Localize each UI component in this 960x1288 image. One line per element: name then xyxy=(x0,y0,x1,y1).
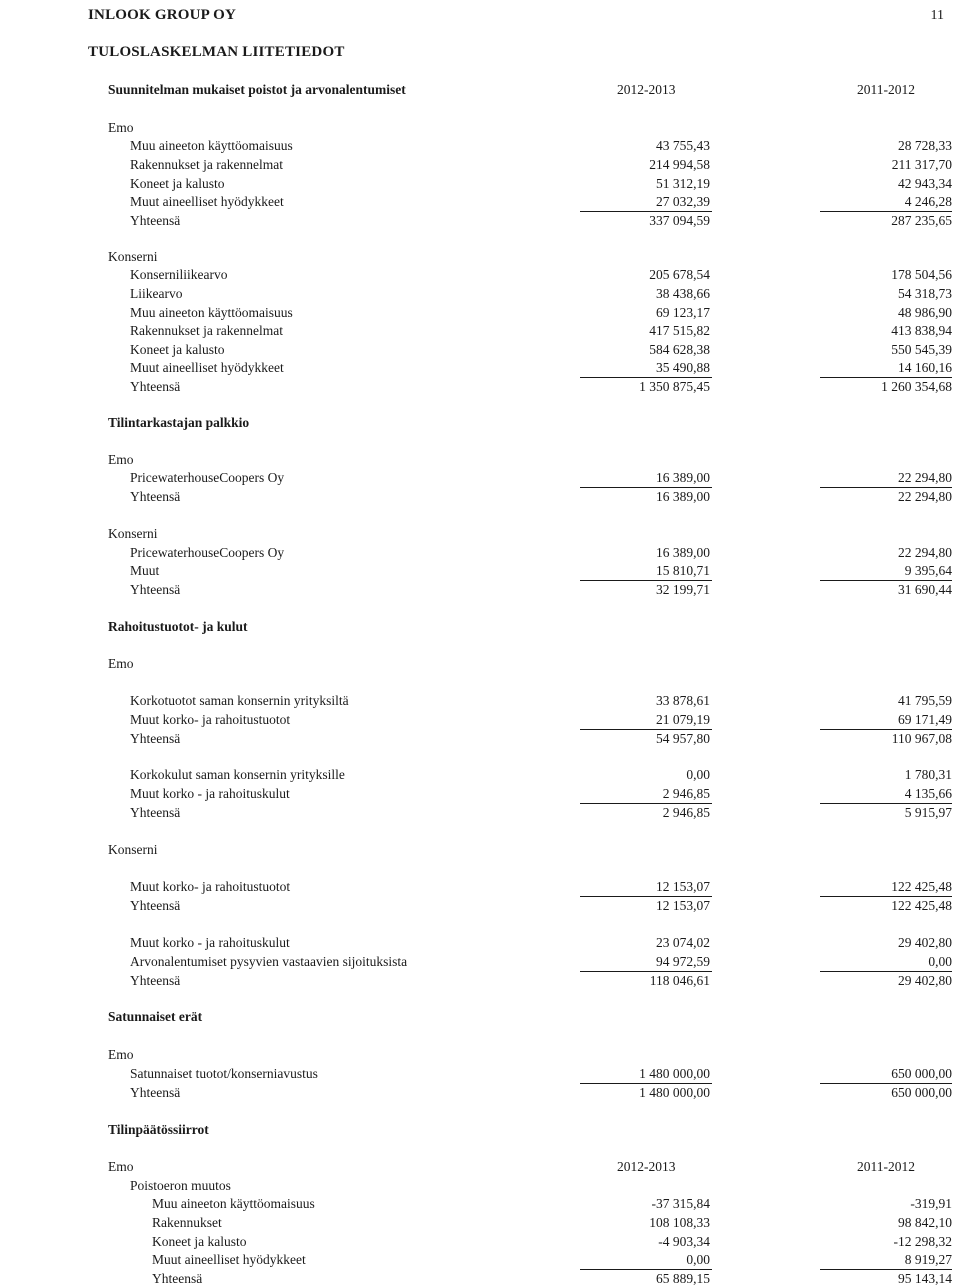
subtotal-rule xyxy=(820,580,952,581)
subtotal-rule xyxy=(820,211,952,212)
column-header-previous-year: 2011-2012 xyxy=(857,1159,915,1174)
row-label: Korkokulut saman konsernin yrityksille xyxy=(130,767,345,782)
subsection-label: Poistoeron muutos xyxy=(130,1178,231,1193)
row-label-total: Yhteensä xyxy=(130,898,181,913)
subtotal-rule xyxy=(820,729,952,730)
value-previous: 54 318,73 xyxy=(898,286,952,301)
value-previous: 0,00 xyxy=(928,954,952,969)
column-header-current-year: 2012-2013 xyxy=(617,82,676,97)
value-current: 16 389,00 xyxy=(656,489,710,504)
value-current: 417 515,82 xyxy=(649,323,710,338)
row-label-total: Yhteensä xyxy=(130,213,181,228)
row-label: Arvonalentumiset pysyvien vastaavien sijoituksista xyxy=(130,954,408,969)
entity-label-parent: Emo xyxy=(108,656,134,671)
value-current: 584 628,38 xyxy=(649,342,710,357)
subtotal-rule xyxy=(580,971,712,972)
row-label-total: Yhteensä xyxy=(130,973,181,988)
entity-label-parent: Emo xyxy=(108,120,134,135)
value-previous: 29 402,80 xyxy=(898,935,952,950)
subtotal-rule xyxy=(580,1269,712,1270)
row-label: Rakennukset ja rakennelmat xyxy=(130,323,283,338)
value-previous: 95 143,14 xyxy=(898,1271,952,1286)
row-label-total: Yhteensä xyxy=(152,1271,203,1286)
value-current: 65 889,15 xyxy=(656,1271,710,1286)
value-current: 12 153,07 xyxy=(656,879,710,894)
entity-label-parent: Emo xyxy=(108,1159,134,1174)
value-current: 33 878,61 xyxy=(656,693,710,708)
subtotal-rule xyxy=(580,580,712,581)
section-title-finance: Rahoitustuotot- ja kulut xyxy=(108,619,248,634)
value-current: 43 755,43 xyxy=(656,138,710,153)
row-label: PricewaterhouseCoopers Oy xyxy=(130,470,285,485)
row-label: Satunnaiset tuotot/konserniavustus xyxy=(130,1066,318,1081)
value-current: 337 094,59 xyxy=(649,213,710,228)
value-previous: 22 294,80 xyxy=(898,489,952,504)
section-title-depreciation: Suunnitelman mukaiset poistot ja arvonalentumiset xyxy=(108,82,406,97)
row-label-total: Yhteensä xyxy=(130,731,181,746)
company-name: INLOOK GROUP OY xyxy=(88,7,237,23)
value-current: 205 678,54 xyxy=(649,267,710,282)
row-label: Muut korko- ja rahoitustuotot xyxy=(130,712,291,727)
row-label: Muut korko- ja rahoitustuotot xyxy=(130,879,291,894)
subtotal-rule xyxy=(580,211,712,212)
entity-label-group: Konserni xyxy=(108,842,158,857)
value-previous: -319,91 xyxy=(910,1196,952,1211)
value-current: 214 994,58 xyxy=(649,157,710,172)
subtotal-rule xyxy=(820,803,952,804)
value-previous: 1 780,31 xyxy=(904,767,952,782)
row-label: Muut aineelliset hyödykkeet xyxy=(152,1252,306,1267)
column-header-previous-year: 2011-2012 xyxy=(857,82,915,97)
row-label-total: Yhteensä xyxy=(130,1085,181,1100)
row-label: Koneet ja kalusto xyxy=(130,176,225,191)
row-label-total: Yhteensä xyxy=(130,805,181,820)
row-label: Muu aineeton käyttöomaisuus xyxy=(130,138,293,153)
value-previous: 31 690,44 xyxy=(898,582,952,597)
value-previous: 28 728,33 xyxy=(898,138,952,153)
value-previous: 41 795,59 xyxy=(898,693,952,708)
section-title-audit: Tilintarkastajan palkkio xyxy=(108,415,250,430)
column-header-current-year: 2012-2013 xyxy=(617,1159,676,1174)
subtotal-rule xyxy=(580,487,712,488)
value-previous: 22 294,80 xyxy=(898,470,952,485)
value-current: 54 957,80 xyxy=(656,731,710,746)
entity-label-parent: Emo xyxy=(108,1047,134,1062)
row-label: Konserniliikearvo xyxy=(130,267,228,282)
row-label: Muut xyxy=(130,563,160,578)
value-previous: 178 504,56 xyxy=(891,267,952,282)
subtotal-rule xyxy=(580,377,712,378)
value-current: 108 108,33 xyxy=(649,1215,710,1230)
value-current: 2 946,85 xyxy=(662,786,710,801)
value-current: 51 312,19 xyxy=(656,176,710,191)
value-current: -37 315,84 xyxy=(651,1196,710,1211)
row-label: Muut korko - ja rahoituskulut xyxy=(130,935,290,950)
value-current: 38 438,66 xyxy=(656,286,710,301)
subtotal-rule xyxy=(820,971,952,972)
value-previous: 48 986,90 xyxy=(898,305,952,320)
value-previous: 4 246,28 xyxy=(904,194,952,209)
value-previous: 110 967,08 xyxy=(891,731,952,746)
value-previous: 4 135,66 xyxy=(904,786,952,801)
value-current: 35 490,88 xyxy=(656,360,710,375)
row-label: Muut korko - ja rahoituskulut xyxy=(130,786,290,801)
value-previous: 650 000,00 xyxy=(891,1066,952,1081)
value-previous: -12 298,32 xyxy=(893,1234,952,1249)
row-label: Koneet ja kalusto xyxy=(152,1234,247,1249)
value-current: 16 389,00 xyxy=(656,470,710,485)
row-label: Liikearvo xyxy=(130,286,183,301)
row-label: Rakennukset xyxy=(152,1215,222,1230)
value-previous: 122 425,48 xyxy=(891,879,952,894)
value-previous: 29 402,80 xyxy=(898,973,952,988)
row-label: Muu aineeton käyttöomaisuus xyxy=(152,1196,315,1211)
subtotal-rule xyxy=(820,1083,952,1084)
value-current: 23 074,02 xyxy=(656,935,710,950)
value-current: 0,00 xyxy=(686,767,710,782)
value-current: 27 032,39 xyxy=(656,194,710,209)
page-number: 11 xyxy=(930,8,944,23)
value-previous: 14 160,16 xyxy=(898,360,952,375)
row-label: Koneet ja kalusto xyxy=(130,342,225,357)
section-title-extraordinary: Satunnaiset erät xyxy=(108,1009,203,1024)
row-label: Korkotuotot saman konsernin yrityksiltä xyxy=(130,693,349,708)
value-current: 118 046,61 xyxy=(649,973,710,988)
value-previous: 650 000,00 xyxy=(891,1085,952,1100)
value-previous: 413 838,94 xyxy=(891,323,952,338)
value-current: 12 153,07 xyxy=(656,898,710,913)
page-title: TULOSLASKELMAN LIITETIEDOT xyxy=(88,44,345,60)
subtotal-rule xyxy=(820,487,952,488)
subtotal-rule xyxy=(580,803,712,804)
value-previous: 5 915,97 xyxy=(904,805,952,820)
value-previous: 550 545,39 xyxy=(891,342,952,357)
value-previous: 9 395,64 xyxy=(904,563,952,578)
value-current: 1 480 000,00 xyxy=(639,1066,710,1081)
row-label-total: Yhteensä xyxy=(130,379,181,394)
entity-label-group: Konserni xyxy=(108,526,158,541)
value-previous: 69 171,49 xyxy=(898,712,952,727)
subtotal-rule xyxy=(580,729,712,730)
row-label-total: Yhteensä xyxy=(130,489,181,504)
value-current: 69 123,17 xyxy=(656,305,710,320)
entity-label-group: Konserni xyxy=(108,249,158,264)
value-current: -4 903,34 xyxy=(658,1234,710,1249)
value-current: 1 480 000,00 xyxy=(639,1085,710,1100)
row-label: Rakennukset ja rakennelmat xyxy=(130,157,283,172)
subtotal-rule xyxy=(820,377,952,378)
value-current: 0,00 xyxy=(686,1252,710,1267)
value-current: 15 810,71 xyxy=(656,563,710,578)
value-current: 94 972,59 xyxy=(656,954,710,969)
value-previous: 8 919,27 xyxy=(904,1252,952,1267)
row-label: Muut aineelliset hyödykkeet xyxy=(130,360,284,375)
row-label: PricewaterhouseCoopers Oy xyxy=(130,545,285,560)
row-label: Muu aineeton käyttöomaisuus xyxy=(130,305,293,320)
value-current: 16 389,00 xyxy=(656,545,710,560)
subtotal-rule xyxy=(580,896,712,897)
subtotal-rule xyxy=(820,1269,952,1270)
value-previous: 98 842,10 xyxy=(898,1215,952,1230)
subtotal-rule xyxy=(580,1083,712,1084)
value-previous: 211 317,70 xyxy=(891,157,952,172)
value-current: 1 350 875,45 xyxy=(639,379,710,394)
value-previous: 22 294,80 xyxy=(898,545,952,560)
value-current: 32 199,71 xyxy=(656,582,710,597)
row-label-total: Yhteensä xyxy=(130,582,181,597)
value-previous: 122 425,48 xyxy=(891,898,952,913)
value-previous: 1 260 354,68 xyxy=(881,379,952,394)
value-current: 21 079,19 xyxy=(656,712,710,727)
row-label: Muut aineelliset hyödykkeet xyxy=(130,194,284,209)
value-previous: 287 235,65 xyxy=(891,213,952,228)
entity-label-parent: Emo xyxy=(108,452,134,467)
value-current: 2 946,85 xyxy=(662,805,710,820)
section-title-appropriations: Tilinpäätössiirrot xyxy=(108,1122,209,1137)
value-previous: 42 943,34 xyxy=(898,176,952,191)
subtotal-rule xyxy=(820,896,952,897)
